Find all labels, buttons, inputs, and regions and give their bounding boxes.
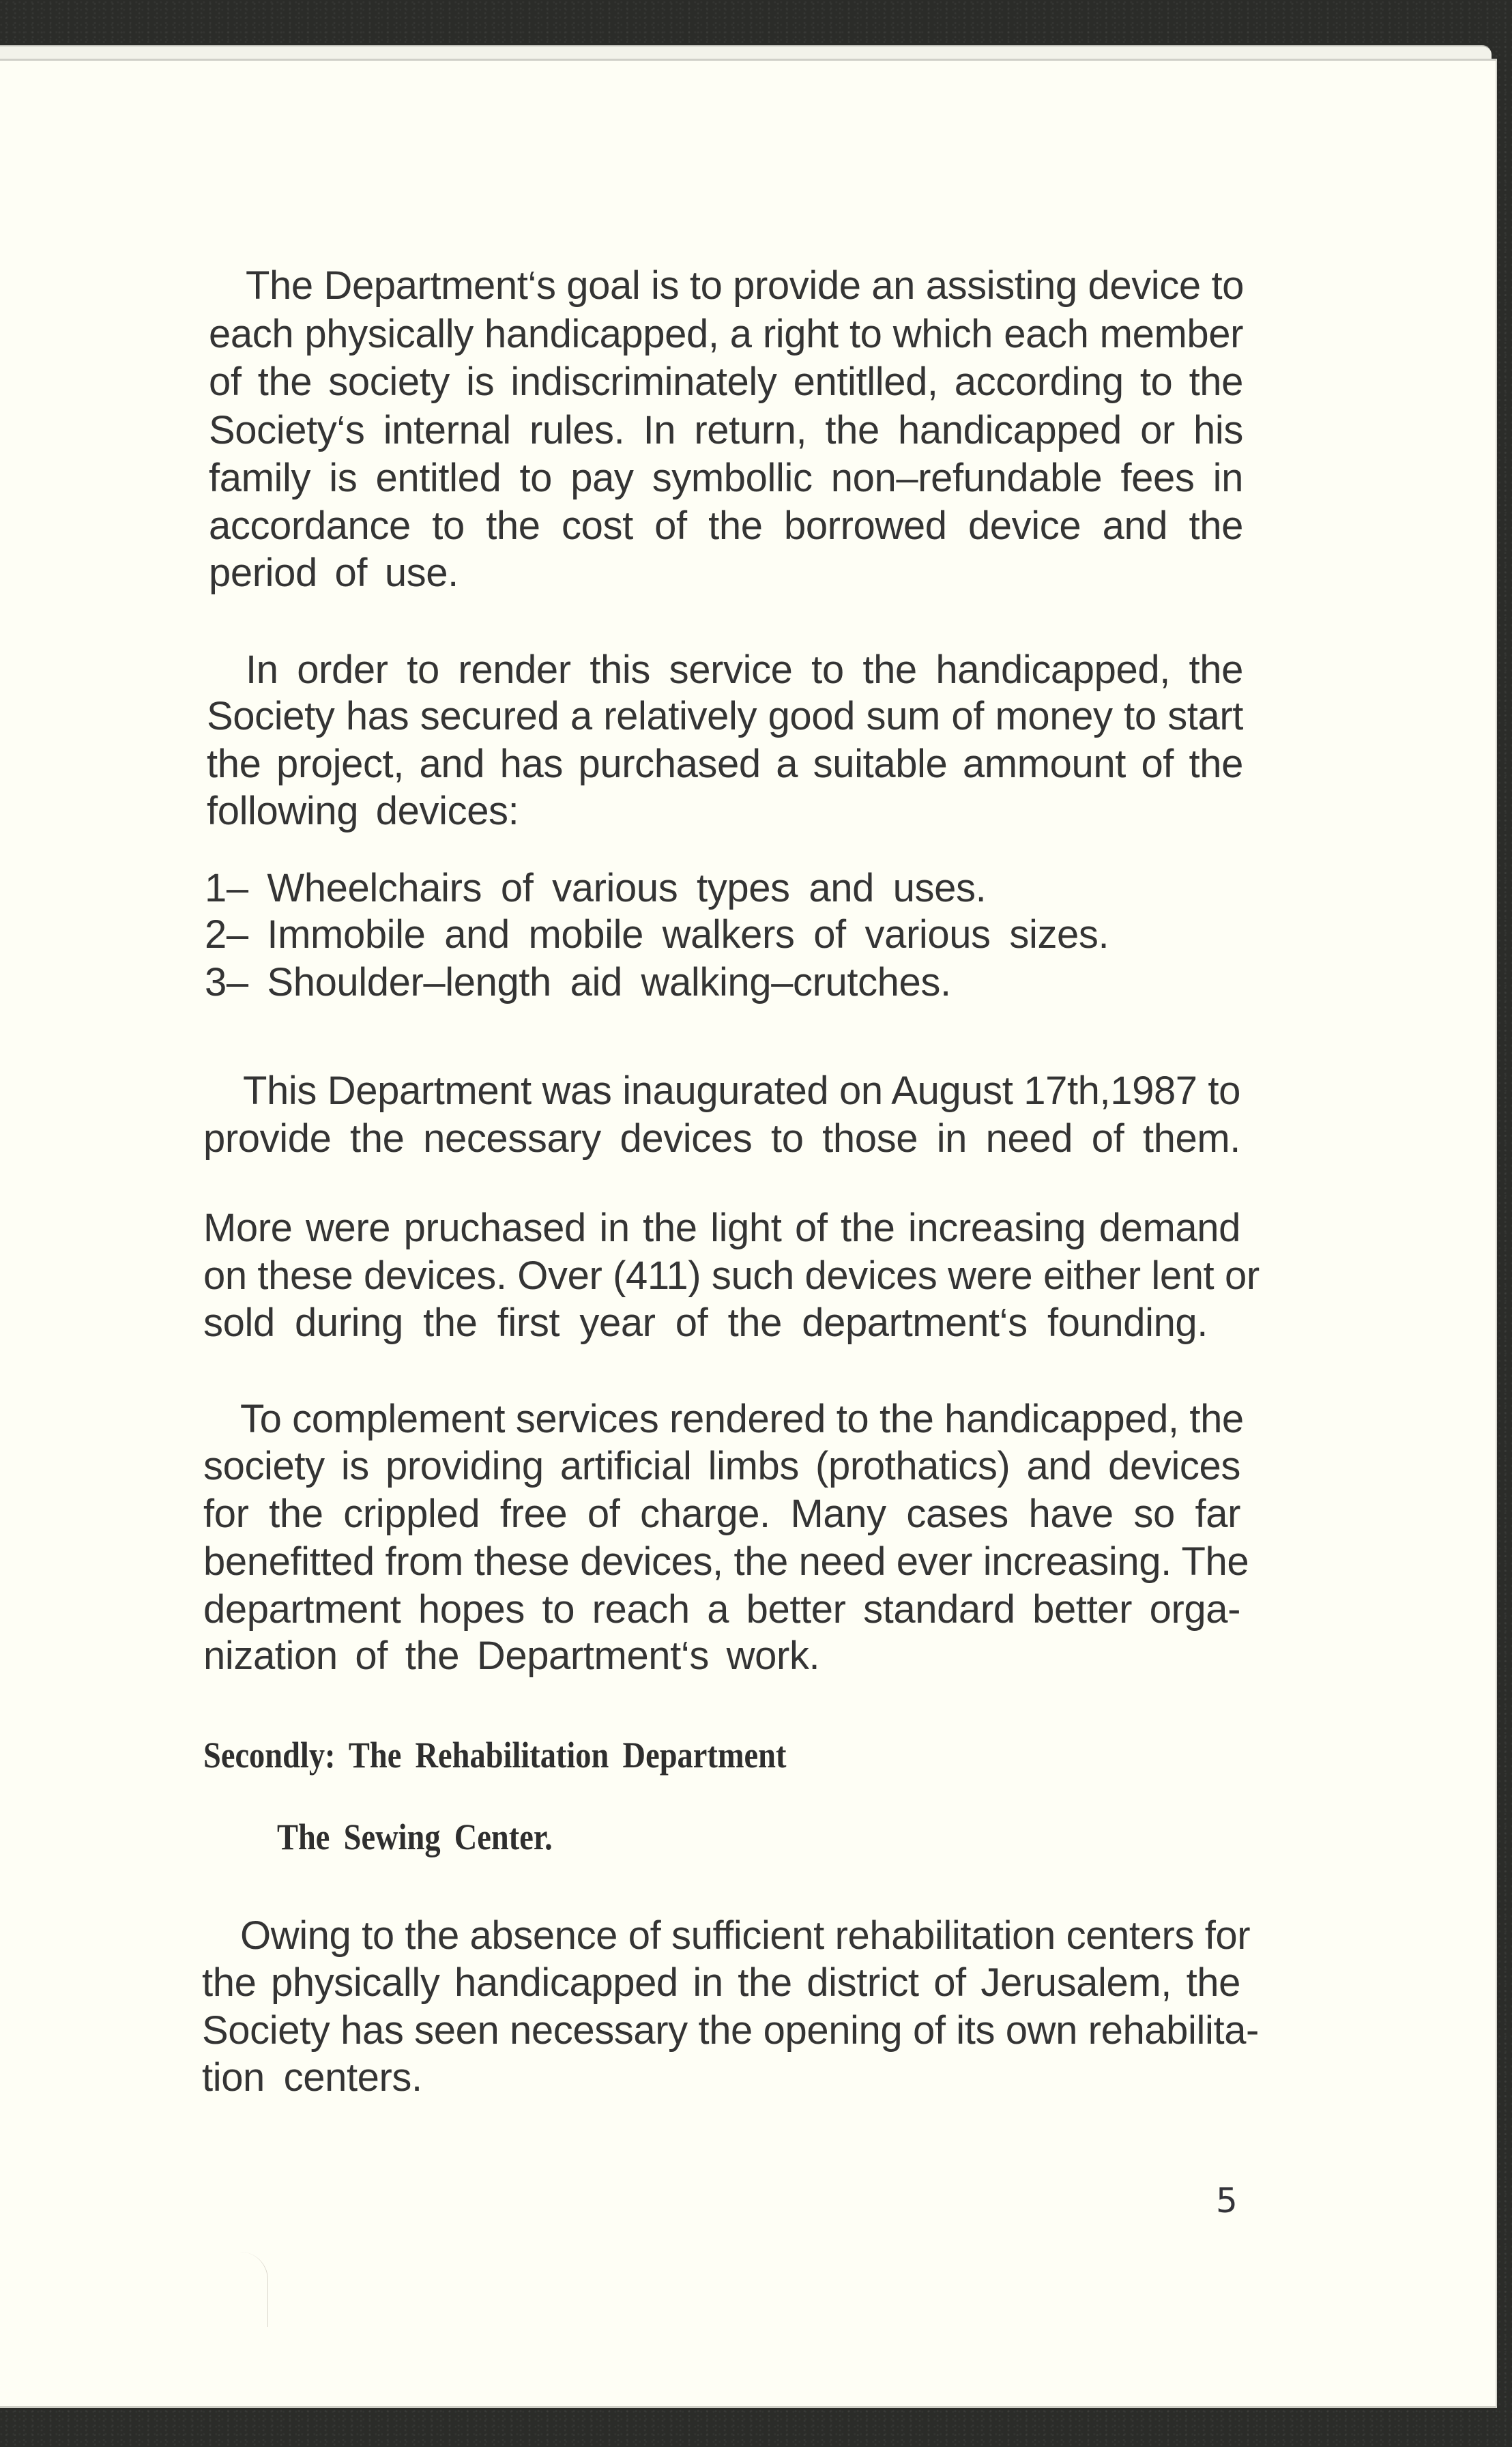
text-line: department hopes to reach a better standard better orga- xyxy=(203,1587,1240,1632)
text-line: This Department was inaugurated on August 17th,1987 to xyxy=(243,1069,1240,1113)
page-number: 5 xyxy=(1216,2181,1238,2220)
text-line: tion centers. xyxy=(202,2055,422,2100)
text-line: following devices: xyxy=(207,789,519,833)
section-heading: Secondly: The Rehabilitation Department xyxy=(203,1735,787,1776)
text-line: each physically handicapped, a right to which each member xyxy=(209,312,1243,356)
text-line: More were pruchased in the light of the increasing demand xyxy=(203,1206,1240,1250)
text-line: on these devices. Over (411) such devices were either lent or xyxy=(203,1254,1260,1298)
text-line: for the crippled free of charge. Many cases have so far xyxy=(203,1492,1240,1536)
text-line: the physically handicapped in the district of Jerusalem, the xyxy=(202,1960,1240,2005)
text-line: sold during the first year of the department‘s founding. xyxy=(203,1301,1208,1345)
text-line: of the society is indiscriminately entitlled, according to the xyxy=(209,360,1243,404)
text-line: benefitted from these devices, the need ever increasing. The xyxy=(203,1539,1249,1584)
text-line: To complement services rendered to the handicapped, the xyxy=(240,1397,1244,1441)
text-line: provide the necessary devices to those in need of them. xyxy=(203,1116,1240,1161)
text-line: Society has secured a relatively good sum of money to start xyxy=(207,694,1243,738)
list-item: 3– Shoulder–length aid walking–crutches. xyxy=(205,960,951,1004)
list-item: 2– Immobile and mobile walkers of various sizes. xyxy=(205,912,1109,957)
text-line: Owing to the absence of sufficient rehabilitation centers for xyxy=(240,1913,1251,1958)
subsection-heading: The Sewing Center. xyxy=(277,1816,553,1857)
text-line: Society‘s internal rules. In return, the handicapped or his xyxy=(209,408,1243,452)
text-line: nization of the Department‘s work. xyxy=(203,1634,820,1678)
text-line: family is entitled to pay symbollic non–refundable fees in xyxy=(209,456,1243,500)
text-line: the project, and has purchased a suitable ammount of the xyxy=(207,742,1243,786)
text-line: Society has seen necessary the opening of its own rehabilita- xyxy=(202,2008,1259,2053)
text-line: society is providing artificial limbs (prothatics) and devices xyxy=(203,1444,1240,1488)
list-item: 1– Wheelchairs of various types and uses. xyxy=(205,866,987,910)
text-line: The Department‘s goal is to provide an assisting device to xyxy=(246,263,1245,308)
text-line: accordance to the cost of the borrowed device and the xyxy=(209,504,1243,548)
text-line: In order to render this service to the handicapped, the xyxy=(246,648,1243,692)
text-line: period of use. xyxy=(209,551,459,595)
